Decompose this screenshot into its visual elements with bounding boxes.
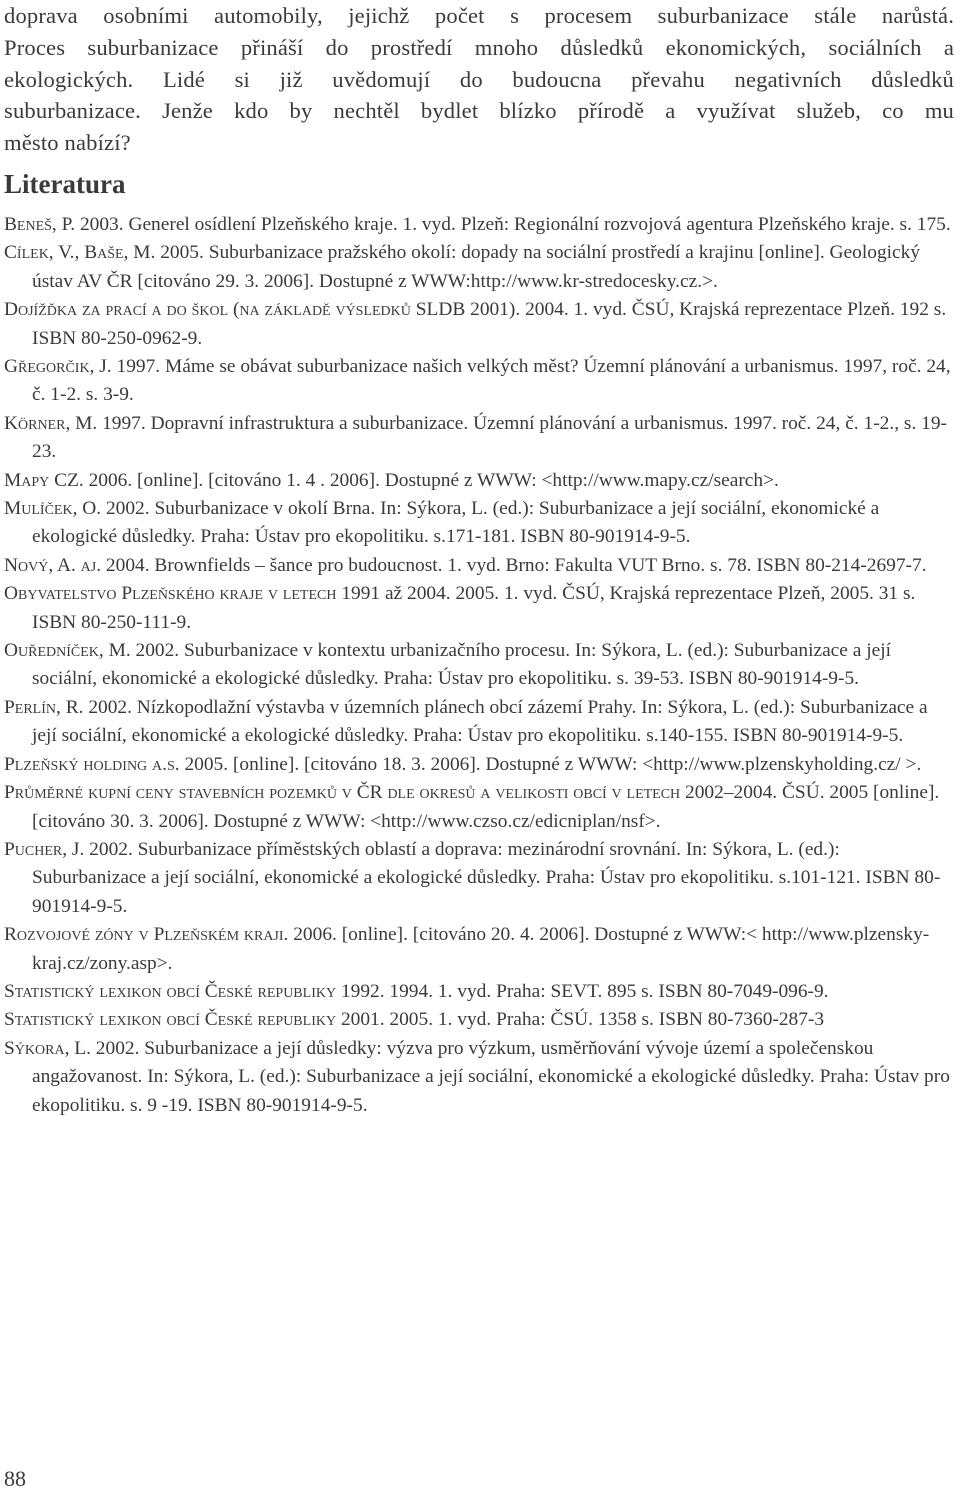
reference-author: Průměrné kupní ceny stavebních pozemků v ČR dle okresů a velikosti obcí v letech xyxy=(4,782,681,804)
intro-line: suburbanizace. Jenže kdo by nechtěl bydlet blízko přírodě a využívat služeb, co mu xyxy=(4,98,954,124)
reference-text: 2005. [online]. [citováno 18. 3. 2006]. Dostupné z WWW: <http://www.plzenskyholding.cz/ >. xyxy=(179,753,922,775)
reference-author: Gřegorčik, J. xyxy=(4,356,112,378)
page-number: 88 xyxy=(4,1466,26,1491)
reference-item xyxy=(4,836,954,921)
reference-item xyxy=(4,353,954,410)
reference-item xyxy=(4,779,954,836)
reference-text: 2005. Suburbanizace pražského okolí: dopady na sociální prostředí a krajinu [online]. Geologický ústav AV ČR [citováno 29. 3. 2006]. Dostupné z WWW:http://www.kr-stredocesky.cz.>. xyxy=(32,242,921,292)
reference-text: 2002. Suburbanizace v kontextu urbanizačního procesu. In: Sýkora, L. (ed.): Suburbanizace a její sociální, ekonomické a ekologické důsledky. Praha: Ústav pro ekopolitiku. s. 39-53. ISBN 80-901914-9-5. xyxy=(32,640,891,690)
intro-line: Proces suburbanizace přináší do prostředí mnoho důsledků ekonomických, sociálních a xyxy=(4,34,954,60)
reference-author: Plzeňský holding a.s. xyxy=(4,753,180,775)
reference-text: CZ. 2006. [online]. [citováno 1. 4 . 2006]. Dostupné z WWW: <http://www.mapy.cz/search>. xyxy=(49,469,779,491)
reference-text: 2004. Brownfields – šance pro budoucnost. 1. vyd. Brno: Fakulta VUT Brno. s. 78. ISBN 80-214-2697-7. xyxy=(101,554,927,576)
reference-text: 2002. Suburbanizace a její důsledky: výzva pro výzkum, usměrňování vývoje území a společenskou angažovanost. In: Sýkora, L. (ed.): Suburbanizace a její sociální, ekonomické a ekologické důsledky. Praha: Ústav pro ekopolitiku. s. 9 -19. ISBN 80-901914-9-5. xyxy=(32,1037,950,1116)
reference-text: 2006. [online]. [citováno 20. 4. 2006]. Dostupné z WWW:< http://www.plzensky-kraj.cz/zony.asp>. xyxy=(32,924,930,974)
reference-author: Obyvatelstvo Plzeňského kraje v letech xyxy=(4,583,337,605)
reference-author: Sýkora, L. xyxy=(4,1037,91,1059)
intro-line: ekologických. Lidé si již uvědomují do budoucna převahu negativních důsledků xyxy=(4,66,954,92)
reference-item xyxy=(4,978,954,1006)
reference-item xyxy=(4,580,954,637)
reference-text: 2002–2004. ČSÚ. 2005 [online]. [citováno 30. 3. 2006]. Dostupné z WWW: <http://www.czso.cz/edicniplan/nsf>. xyxy=(32,782,940,832)
reference-author: Statistický lexikon obcí České republiky xyxy=(4,1009,337,1031)
reference-author: Cílek, V., Baše, M. xyxy=(4,242,156,264)
reference-item xyxy=(4,211,954,239)
reference-text: SLDB 2001). 2004. 1. vyd. ČSÚ, Krajská reprezentace Plzeň. 192 s. ISBN 80-250-0962-9. xyxy=(32,299,947,349)
reference-item xyxy=(4,694,954,751)
reference-author: Pucher, J. xyxy=(4,838,85,860)
reference-item xyxy=(4,239,954,296)
reference-author: Körner, M. xyxy=(4,412,98,434)
reference-author: Ouředníček, M. xyxy=(4,640,131,662)
reference-text: 2002. Nízkopodlažní výstavba v územních plánech obcí zázemí Prahy. In: Sýkora, L. (ed.): Suburbanizace a její sociální, ekonomické a ekologické důsledky. Praha: Ústav pro ekopolitiku. s.140-155. ISBN 80-901914-9-5. xyxy=(32,696,928,747)
reference-item xyxy=(4,467,954,495)
reference-text: 1991 až 2004. 2005. 1. vyd. ČSÚ, Krajská reprezentace Plzeň, 2005. 31 s. ISBN 80-250-111-9. xyxy=(32,583,916,633)
reference-author: Perlín, R. xyxy=(4,696,84,718)
reference-author: Rozvojové zóny v Plzeňském kraji. xyxy=(4,924,289,946)
reference-text: 1997. Máme se obávat suburbanizace našich velkých měst? Územní plánování a urbanismus. 1997, roč. 24, č. 1-2. s. 3-9. xyxy=(32,356,951,406)
reference-item xyxy=(4,495,954,552)
reference-author: Dojížďka za prací a do škol (na základě výsledků xyxy=(4,299,411,321)
reference-text: 1992. 1994. 1. vyd. Praha: SEVT. 895 s. ISBN 80-7049-096-9. xyxy=(336,980,829,1002)
intro-line: doprava osobními automobily, jejichž počet s procesem suburbanizace stále narůstá. xyxy=(4,3,954,28)
intro-paragraph xyxy=(4,0,954,159)
section-heading: Literatura xyxy=(4,168,126,199)
reference-item xyxy=(4,1006,954,1034)
reference-item xyxy=(4,1035,954,1120)
reference-author: Beneš, P. xyxy=(4,213,76,235)
reference-text: 2002. Suburbanizace v okolí Brna. In: Sýkora, L. (ed.): Suburbanizace a její sociální, ekonomické a ekologické důsledky. Praha: Ústav pro ekopolitiku. s.171-181. ISBN 80-901914-9-5. xyxy=(32,498,880,548)
reference-author: Nový, A. aj. xyxy=(4,554,102,576)
reference-item xyxy=(4,552,954,580)
reference-item xyxy=(4,296,954,353)
reference-text: 1997. Dopravní infrastruktura a suburbanizace. Územní plánování a urbanismus. 1997. roč. 24, č. 1-2., s. 19-23. xyxy=(32,412,947,463)
intro-line: město nabízí? xyxy=(4,130,131,156)
reference-item xyxy=(4,410,954,467)
document-page xyxy=(4,0,954,1120)
reference-text: 2002. Suburbanizace příměstských oblastí a doprava: mezinárodní srovnání. In: Sýkora, L. (ed.): Suburbanizace a její sociální, ekonomické a ekologické důsledky. Praha: Ústav pro ekopolitiku. s.101-121. ISBN 80-901914-9-5. xyxy=(32,838,941,917)
reference-list xyxy=(4,211,954,1120)
reference-author: Statistický lexikon obcí České republiky xyxy=(4,980,337,1002)
reference-author: Mapy xyxy=(4,469,50,491)
reference-item xyxy=(4,751,954,779)
reference-item xyxy=(4,921,954,978)
reference-author: Mulíček, O. xyxy=(4,498,102,520)
reference-item xyxy=(4,637,954,694)
reference-text: 2001. 2005. 1. vyd. Praha: ČSÚ. 1358 s. ISBN 80-7360-287-3 xyxy=(336,1009,825,1031)
reference-text: 2003. Generel osídlení Plzeňského kraje. 1. vyd. Plzeň: Regionální rozvojová agentura Plzeňského kraje. s. 175. xyxy=(75,213,951,235)
